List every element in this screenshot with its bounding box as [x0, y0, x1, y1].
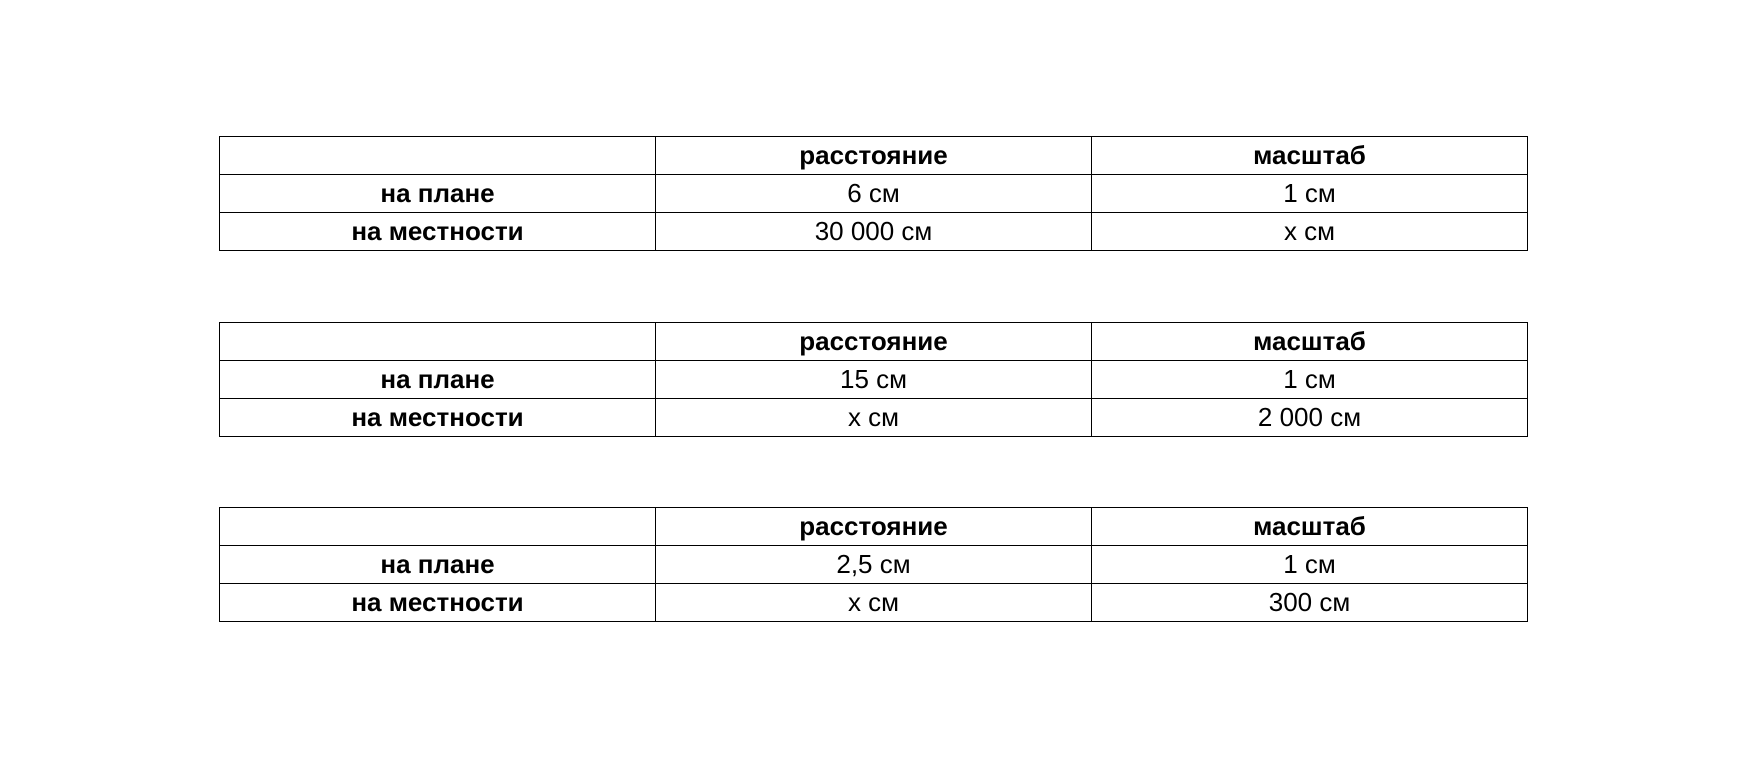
table-header-row: [220, 323, 1528, 361]
row-label: на плане: [220, 361, 656, 399]
table-row: [220, 213, 1528, 251]
distance-cell: 30 000 см: [656, 213, 1092, 251]
scale-table-3: [219, 507, 1528, 622]
scale-cell: 300 см: [1092, 584, 1528, 622]
table-row: [220, 175, 1528, 213]
distance-cell: х см: [656, 399, 1092, 437]
header-scale: масштаб: [1092, 323, 1528, 361]
header-empty-cell: [220, 508, 656, 546]
table-row: [220, 399, 1528, 437]
row-label: на плане: [220, 546, 656, 584]
scale-cell: 1 см: [1092, 546, 1528, 584]
header-distance: расстояние: [656, 137, 1092, 175]
table-row: [220, 361, 1528, 399]
scale-cell: 2 000 см: [1092, 399, 1528, 437]
header-scale: масштаб: [1092, 508, 1528, 546]
header-empty-cell: [220, 137, 656, 175]
header-scale: масштаб: [1092, 137, 1528, 175]
scale-table-1: [219, 136, 1528, 251]
table-header-row: [220, 137, 1528, 175]
row-label: на местности: [220, 584, 656, 622]
table-row: [220, 546, 1528, 584]
header-distance: расстояние: [656, 323, 1092, 361]
distance-cell: 2,5 см: [656, 546, 1092, 584]
scale-cell: х см: [1092, 213, 1528, 251]
distance-cell: 6 см: [656, 175, 1092, 213]
row-label: на местности: [220, 399, 656, 437]
row-label: на плане: [220, 175, 656, 213]
table-row: [220, 584, 1528, 622]
header-empty-cell: [220, 323, 656, 361]
scale-table-2: [219, 322, 1528, 437]
distance-cell: х см: [656, 584, 1092, 622]
row-label: на местности: [220, 213, 656, 251]
header-distance: расстояние: [656, 508, 1092, 546]
table-header-row: [220, 508, 1528, 546]
scale-cell: 1 см: [1092, 175, 1528, 213]
distance-cell: 15 см: [656, 361, 1092, 399]
scale-cell: 1 см: [1092, 361, 1528, 399]
